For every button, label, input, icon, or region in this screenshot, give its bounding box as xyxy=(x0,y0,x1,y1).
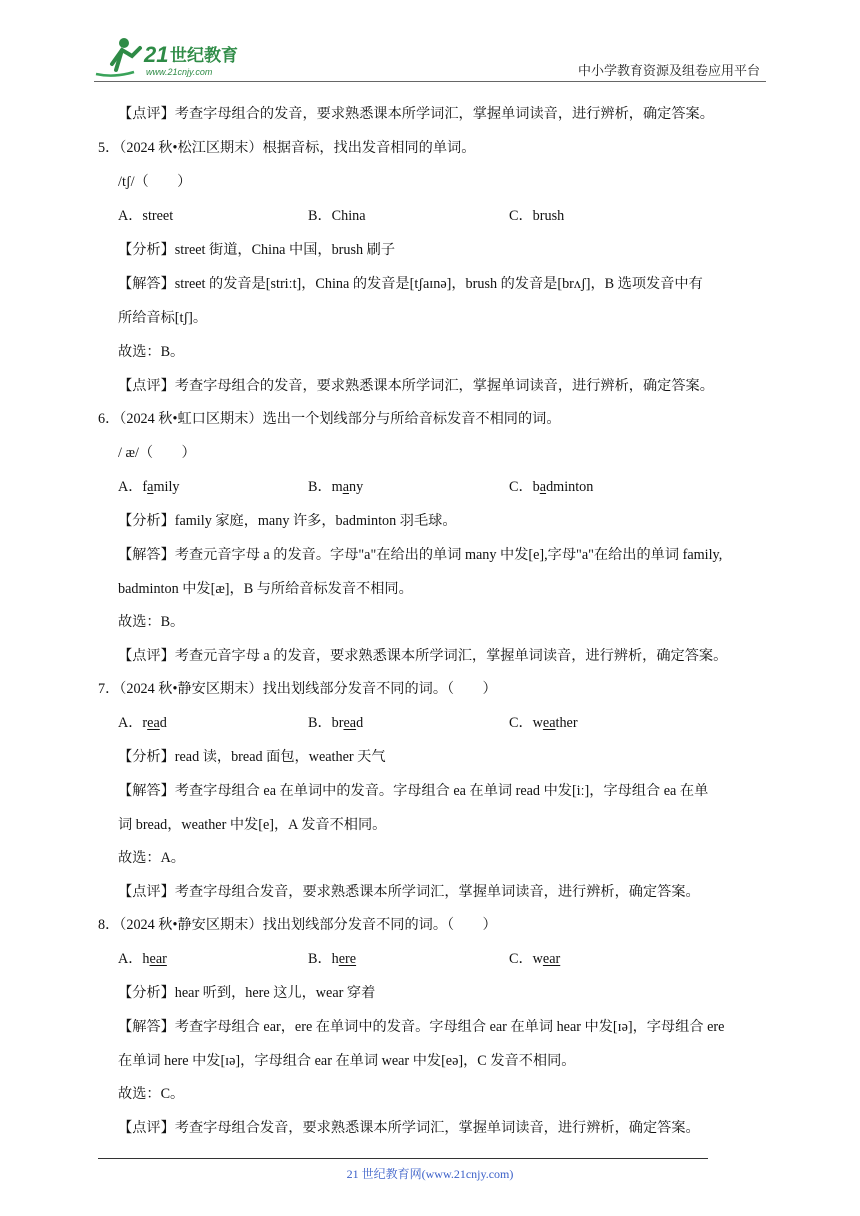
question-6-answer-line-1: 【解答】考查元音字母 a 的发音。字母"a"在给出的单词 many 中发[e],字母"a"在给出的单词 family, xyxy=(118,547,723,563)
question-6-stem: 6．（2024 秋•虹口区期末）选出一个划线部分与所给音标发音不相同的词。 xyxy=(98,411,561,427)
question-7-answer-line-2: 词 bread，weather 中发[e]，A 发音不相同。 xyxy=(118,817,387,833)
question-7-option-a: A．read xyxy=(118,715,167,731)
svg-text:www.21cnjy.com: www.21cnjy.com xyxy=(146,67,213,77)
platform-title: 中小学教育资源及组卷应用平台 xyxy=(577,63,760,78)
question-7-answer-line-1: 【解答】考查字母组合 ea 在单词中的发音。字母组合 ea 在单词 read 中发[iː]，字母组合 ea 在单 xyxy=(118,783,709,799)
header-divider xyxy=(94,81,766,82)
question-5-phonetic: /tʃ/（ ） xyxy=(118,174,192,190)
question-7-comment: 【点评】考查字母组合发音，要求熟悉课本所学词汇，掌握单词读音，进行辨析，确定答案。 xyxy=(118,884,700,900)
footer-divider xyxy=(98,1158,708,1159)
question-5-option-b: B．China xyxy=(308,208,366,224)
question-8-option-b: B．here xyxy=(308,951,357,967)
question-5-option-c: C．brush xyxy=(509,208,565,224)
question-8-choice: 故选：C。 xyxy=(118,1086,185,1102)
comment-text: 【点评】考查字母组合的发音，要求熟悉课本所学词汇，掌握单词读音，进行辨析，确定答案。 xyxy=(118,106,714,122)
question-6-option-b: B．many xyxy=(308,479,364,495)
question-5-option-a: A．street xyxy=(118,208,174,224)
question-5-answer-line-2: 所给音标[tʃ]。 xyxy=(118,310,208,326)
page-header xyxy=(94,34,766,80)
question-5-comment: 【点评】考查字母组合的发音，要求熟悉课本所学词汇，掌握单词读音，进行辨析，确定答案。 xyxy=(118,378,714,394)
site-logo xyxy=(94,34,264,80)
question-5-analysis: 【分析】street 街道，China 中国，brush 刷子 xyxy=(118,242,396,258)
svg-text:世纪教育: 世纪教育 xyxy=(170,46,238,66)
question-7-choice: 故选：A。 xyxy=(118,850,185,866)
question-7-option-b: B．bread xyxy=(308,715,364,731)
question-6-choice: 故选：B。 xyxy=(118,614,185,630)
question-7-option-c: C．weather xyxy=(509,715,578,731)
question-8-answer-line-2: 在单词 here 中发[ɪə]，字母组合 ear 在单词 wear 中发[eə]，C 发音不相同。 xyxy=(118,1053,576,1069)
question-6-analysis: 【分析】family 家庭，many 许多，badminton 羽毛球。 xyxy=(118,513,457,529)
footer-text[interactable]: 21 世纪教育网(www.21cnjy.com) xyxy=(346,1167,514,1181)
question-8-analysis: 【分析】hear 听到，here 这儿，wear 穿着 xyxy=(118,985,376,1001)
question-7-stem: 7．（2024 秋•静安区期末）找出划线部分发音不同的词。（ ） xyxy=(98,681,497,697)
question-8-comment: 【点评】考查字母组合发音，要求熟悉课本所学词汇，掌握单词读音，进行辨析，确定答案。 xyxy=(118,1120,700,1136)
question-6-phonetic: / æ/（ ） xyxy=(118,445,196,461)
svg-text:21: 21 xyxy=(144,42,169,67)
question-7-analysis: 【分析】read 读，bread 面包，weather 天气 xyxy=(118,749,386,765)
question-5-answer-line-1: 【解答】street 的发音是[striːt]，China 的发音是[tʃaɪnə]，brush 的发音是[brʌʃ]，B 选项发音中有 xyxy=(118,276,703,292)
question-6-option-a: A．family xyxy=(118,479,180,495)
question-5-stem: 5．（2024 秋•松江区期末）根据音标，找出发音相同的单词。 xyxy=(98,140,476,156)
question-8-option-a: A．hear xyxy=(118,951,167,967)
question-6-answer-line-2: badminton 中发[æ]，B 与所给音标发音不相同。 xyxy=(118,581,413,597)
question-6-comment: 【点评】考查元音字母 a 的发音，要求熟悉课本所学词汇，掌握单词读音，进行辨析，确定答案。 xyxy=(118,648,728,664)
question-8-option-c: C．wear xyxy=(509,951,561,967)
question-5-choice: 故选：B。 xyxy=(118,344,185,360)
question-8-stem: 8．（2024 秋•静安区期末）找出划线部分发音不同的词。（ ） xyxy=(98,917,497,933)
question-8-answer-line-1: 【解答】考查字母组合 ear，ere 在单词中的发音。字母组合 ear 在单词 hear 中发[ɪə]，字母组合 ere xyxy=(118,1019,725,1035)
question-6-option-c: C．badminton xyxy=(509,479,594,495)
